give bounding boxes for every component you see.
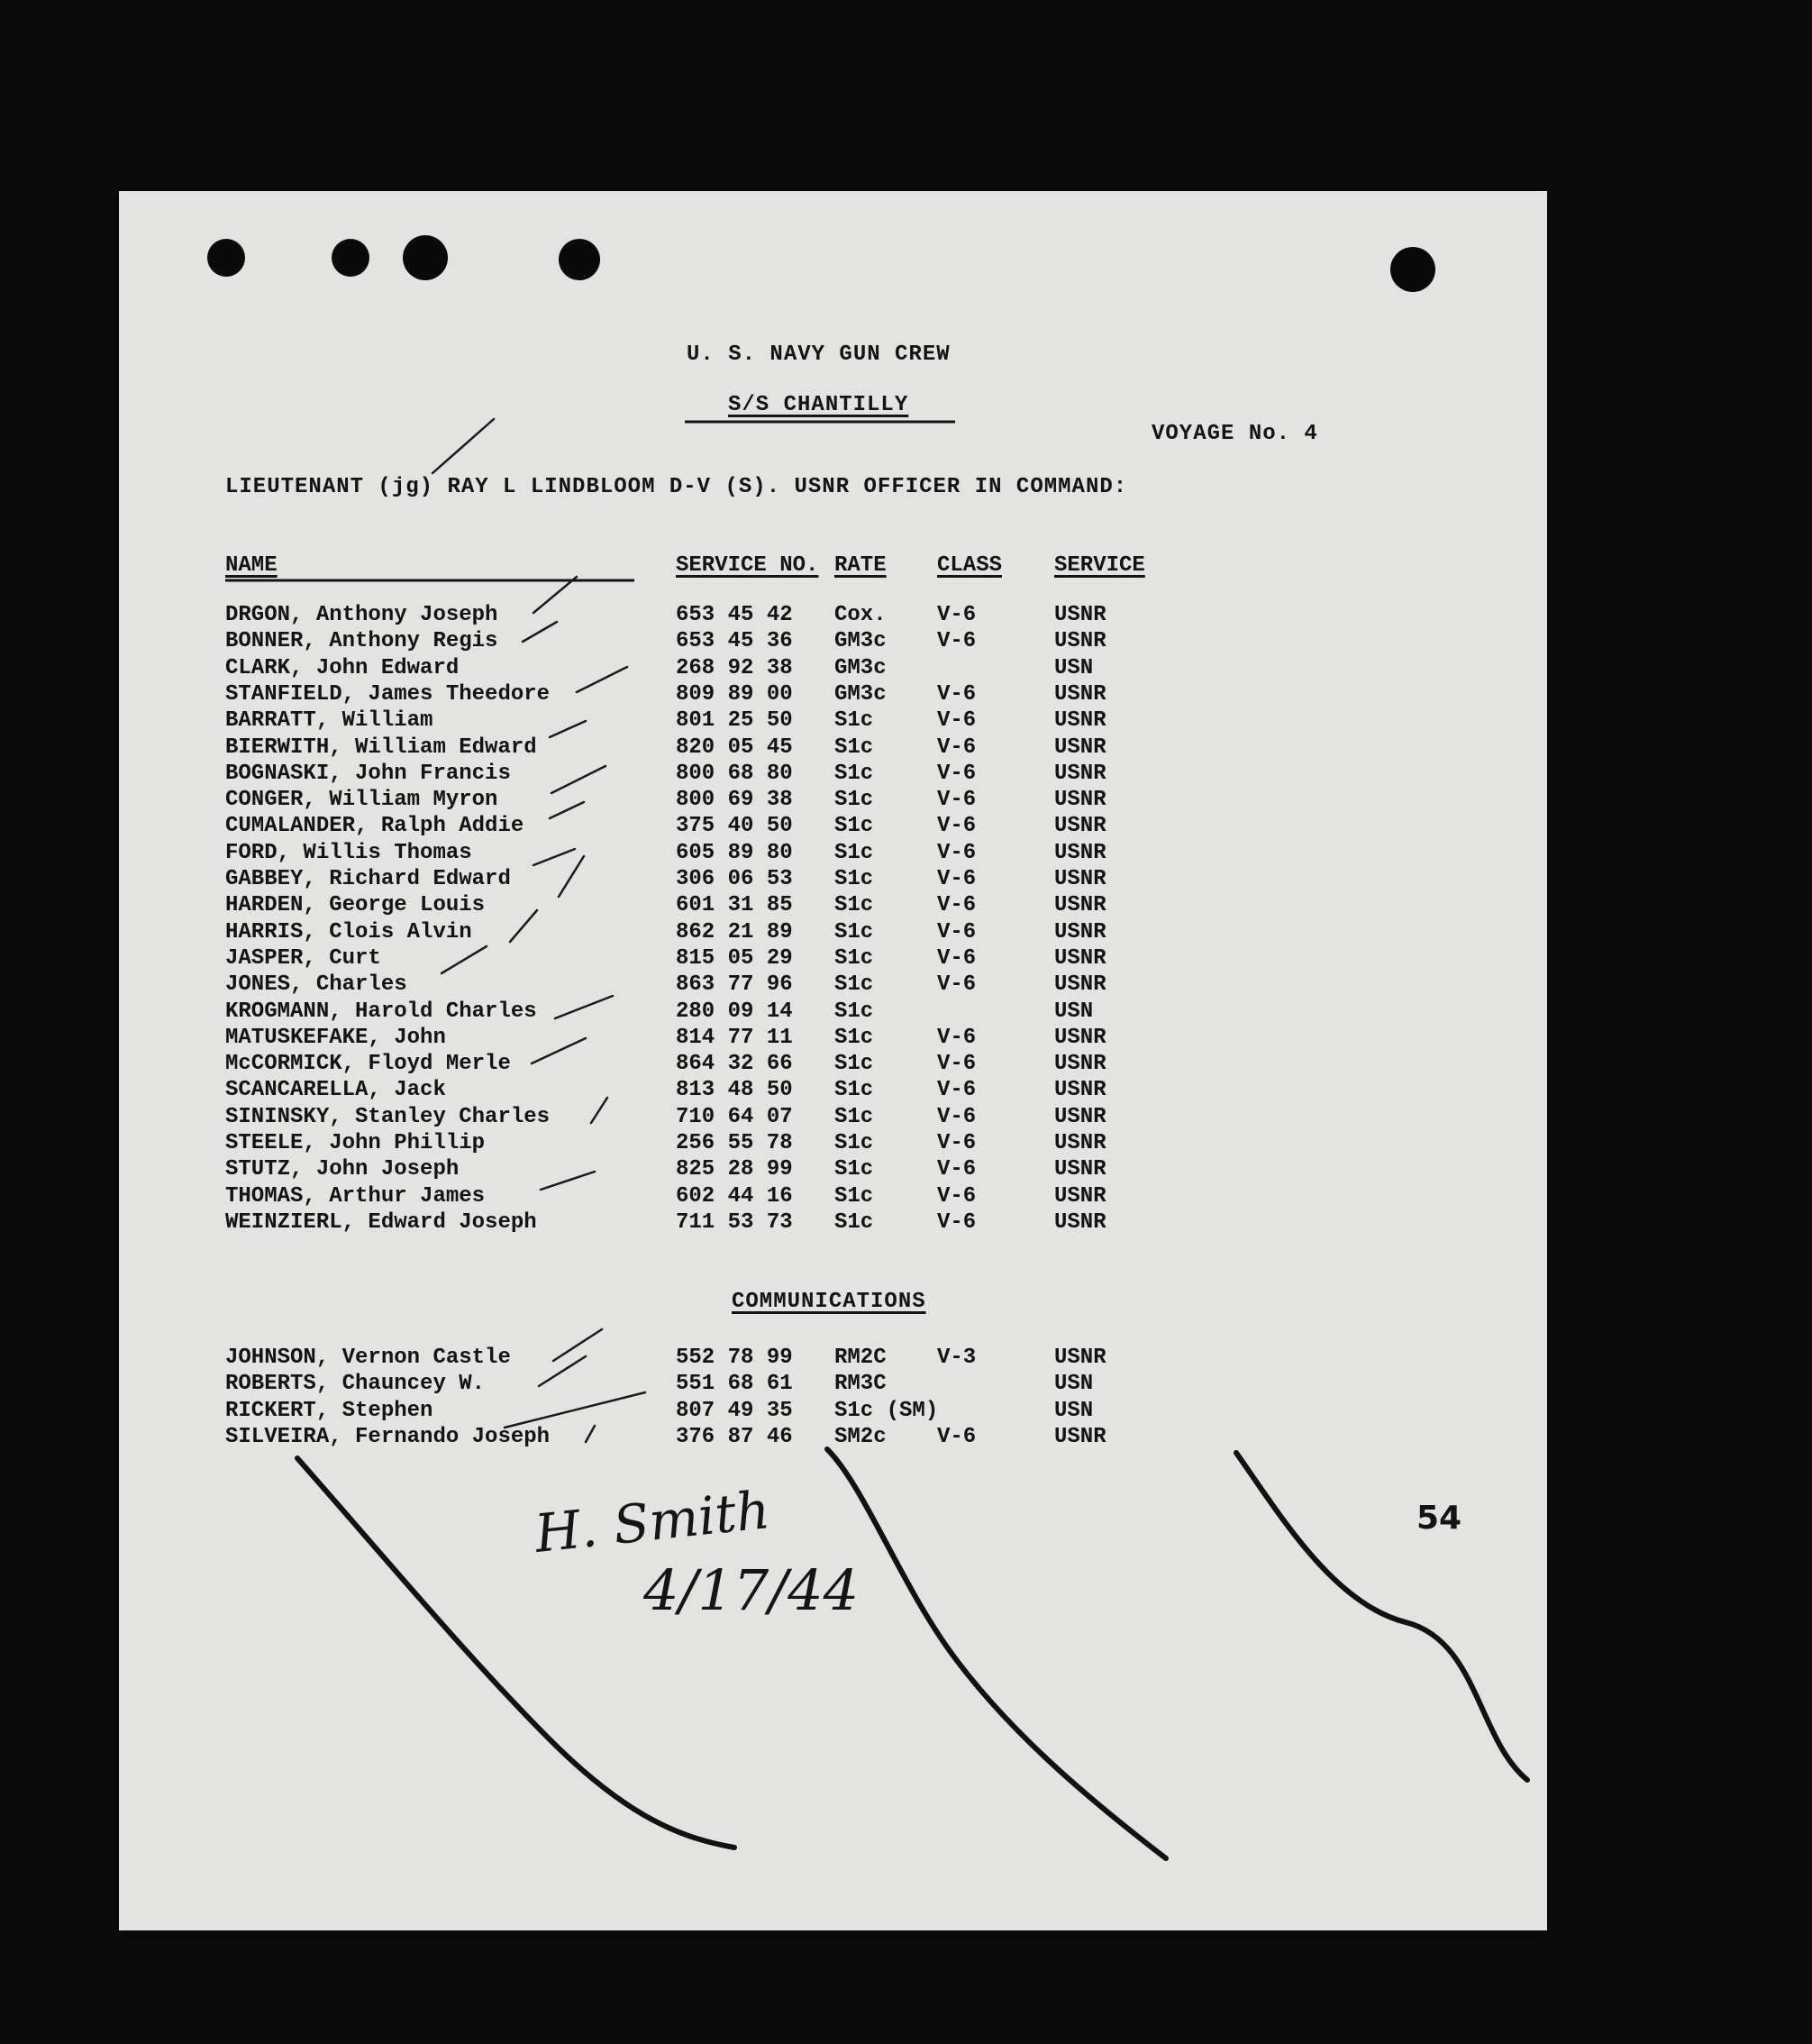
class: V-6: [937, 945, 977, 971]
service-branch: USNR: [1054, 1157, 1106, 1182]
crew-name: WEINZIERL, Edward Joseph: [225, 1209, 537, 1235]
service-number: 863 77 96: [676, 972, 793, 998]
table-row: [225, 1372, 1397, 1398]
rate: S1c: [834, 972, 874, 998]
class: V-6: [937, 893, 977, 918]
crew-name: RICKERT, Stephen: [225, 1398, 433, 1423]
punch-hole: [207, 239, 245, 277]
service-branch: USNR: [1054, 1424, 1106, 1449]
column-header-service-no: SERVICE NO.: [676, 553, 819, 578]
service-branch: USNR: [1054, 761, 1106, 786]
class: V-6: [937, 1209, 977, 1235]
crew-name: BARRATT, William: [225, 708, 433, 734]
punch-hole: [1390, 247, 1435, 292]
rate: S1c (SM): [834, 1398, 939, 1423]
service-number: 306 06 53: [676, 867, 793, 891]
rate: S1c: [834, 1131, 874, 1155]
service-branch: USNR: [1054, 1052, 1106, 1077]
table-row: [225, 893, 1397, 919]
service-branch: USN: [1054, 1372, 1094, 1397]
service-number: 280 09 14: [676, 999, 793, 1024]
service-branch: USN: [1054, 655, 1094, 680]
table-row: [225, 1026, 1397, 1052]
table-row: [225, 708, 1397, 735]
service-number: 807 49 35: [676, 1398, 793, 1423]
column-header-service: SERVICE: [1054, 553, 1145, 578]
service-branch: USNR: [1054, 945, 1106, 971]
crew-name: CUMALANDER, Ralph Addie: [225, 814, 524, 839]
table-row: [225, 629, 1397, 655]
service-branch: USNR: [1054, 1078, 1106, 1103]
rate: S1c: [834, 893, 874, 918]
service-branch: USNR: [1054, 867, 1106, 891]
crew-name: SILVEIRA, Fernando Joseph: [225, 1424, 551, 1449]
rate: SM2c: [834, 1424, 887, 1449]
service-number: 801 25 50: [676, 708, 793, 734]
table-row: [225, 1346, 1397, 1372]
table-row: [225, 1052, 1397, 1078]
service-number: 813 48 50: [676, 1078, 793, 1103]
service-number: 375 40 50: [676, 814, 793, 839]
rate: S1c: [834, 814, 874, 839]
crew-name: McCORMICK, Floyd Merle: [225, 1052, 511, 1077]
column-header-rate: RATE: [834, 553, 887, 578]
service-branch: USNR: [1054, 814, 1106, 839]
table-row: [225, 999, 1397, 1026]
table-row: [225, 972, 1397, 999]
service-number: 711 53 73: [676, 1209, 793, 1235]
service-branch: USNR: [1054, 1131, 1106, 1155]
service-branch: USNR: [1054, 840, 1106, 865]
service-branch: USNR: [1054, 972, 1106, 998]
table-row: [225, 1425, 1397, 1451]
rate: S1c: [834, 945, 874, 971]
service-branch: USNR: [1054, 788, 1106, 813]
crew-name: JASPER, Curt: [225, 945, 381, 971]
rate: RM2C: [834, 1346, 887, 1370]
table-row: [225, 946, 1397, 972]
table-row: [225, 867, 1397, 893]
service-branch: USN: [1054, 1398, 1094, 1423]
crew-name: BONNER, Anthony Regis: [225, 629, 498, 654]
crew-name: BOGNASKI, John Francis: [225, 761, 511, 786]
service-number: 862 21 89: [676, 919, 793, 944]
column-header-class: CLASS: [937, 553, 1003, 578]
rate: S1c: [834, 708, 874, 734]
rate: S1c: [834, 999, 874, 1024]
service-number: 268 92 38: [676, 655, 793, 680]
service-number: 376 87 46: [676, 1424, 793, 1449]
table-header-row: [225, 553, 1397, 579]
svg-text:4/17/44: 4/17/44: [643, 1557, 860, 1623]
punch-hole: [559, 239, 600, 280]
rate: S1c: [834, 735, 874, 760]
service-number: 653 45 42: [676, 603, 793, 627]
class: V-6: [937, 814, 977, 839]
service-number: 605 89 80: [676, 840, 793, 865]
class: V-6: [937, 919, 977, 944]
class: V-6: [937, 1424, 977, 1449]
table-row: [225, 1184, 1397, 1210]
voyage-number: VOYAGE No. 4: [1152, 422, 1318, 446]
class: V-6: [937, 735, 977, 760]
officer-in-command: LIEUTENANT (jg) RAY L LINDBLOOM D-V (S). USNR OFFICER IN COMMAND:: [225, 475, 1128, 499]
service-branch: USNR: [1054, 919, 1106, 944]
service-branch: USNR: [1054, 893, 1106, 918]
ship-name: S/S CHANTILLY: [728, 393, 909, 417]
crew-name: CLARK, John Edward: [225, 655, 460, 680]
table-row: [225, 735, 1397, 762]
rate: S1c: [834, 1078, 874, 1103]
communications-heading: COMMUNICATIONS: [732, 1290, 926, 1314]
class: V-6: [937, 629, 977, 654]
service-branch: USNR: [1054, 1183, 1106, 1209]
class: V-6: [937, 681, 977, 707]
column-header-name: NAME: [225, 553, 278, 578]
service-branch: USNR: [1054, 603, 1106, 627]
service-branch: USNR: [1054, 708, 1106, 734]
class: V-6: [937, 972, 977, 998]
service-number: 809 89 00: [676, 681, 793, 707]
service-number: 800 68 80: [676, 761, 793, 786]
crew-name: HARRIS, Clois Alvin: [225, 919, 472, 944]
table-row: [225, 1210, 1397, 1236]
table-row: [225, 762, 1397, 788]
service-number: 602 44 16: [676, 1183, 793, 1209]
service-branch: USNR: [1054, 735, 1106, 760]
rate: S1c: [834, 1209, 874, 1235]
crew-name: CONGER, William Myron: [225, 788, 498, 813]
rate: S1c: [834, 1104, 874, 1129]
crew-name: HARDEN, George Louis: [225, 893, 486, 918]
crew-name: FORD, Willis Thomas: [225, 840, 472, 865]
table-row: [225, 656, 1397, 682]
table-row: [225, 603, 1397, 629]
table-row: [225, 920, 1397, 946]
rate: S1c: [834, 761, 874, 786]
rate: GM3c: [834, 629, 887, 654]
crew-name: KROGMANN, Harold Charles: [225, 999, 537, 1024]
crew-name: STANFIELD, James Theedore: [225, 681, 551, 707]
svg-text:54: 54: [1416, 1500, 1462, 1537]
class: V-6: [937, 1183, 977, 1209]
rate: S1c: [834, 788, 874, 813]
rate: S1c: [834, 1157, 874, 1182]
rate: S1c: [834, 1183, 874, 1209]
class: V-6: [937, 867, 977, 891]
service-number: 820 05 45: [676, 735, 793, 760]
crew-name: DRGON, Anthony Joseph: [225, 603, 498, 627]
table-row: [225, 841, 1397, 867]
class: V-6: [937, 1078, 977, 1103]
service-number: 551 68 61: [676, 1372, 793, 1397]
service-number: 815 05 29: [676, 945, 793, 971]
rate: S1c: [834, 919, 874, 944]
rate: S1c: [834, 867, 874, 891]
service-number: 653 45 36: [676, 629, 793, 654]
crew-name: JONES, Charles: [225, 972, 407, 998]
class: V-6: [937, 1131, 977, 1155]
service-number: 256 55 78: [676, 1131, 793, 1155]
punch-hole: [403, 235, 448, 280]
rate: S1c: [834, 840, 874, 865]
table-row: [225, 1105, 1397, 1131]
table-row: [225, 1399, 1397, 1425]
service-number: 864 32 66: [676, 1052, 793, 1077]
crew-name: BIERWITH, William Edward: [225, 735, 537, 760]
crew-name: SCANCARELLA, Jack: [225, 1078, 446, 1103]
crew-name: ROBERTS, Chauncey W.: [225, 1372, 486, 1397]
service-number: 800 69 38: [676, 788, 793, 813]
svg-text:H. Smith: H. Smith: [532, 1478, 773, 1565]
crew-name: STUTZ, John Joseph: [225, 1157, 460, 1182]
service-branch: USNR: [1054, 1025, 1106, 1050]
rate: S1c: [834, 1052, 874, 1077]
document-title: U. S. NAVY GUN CREW: [687, 342, 951, 367]
class: V-6: [937, 1052, 977, 1077]
table-row: [225, 682, 1397, 708]
service-branch: USNR: [1054, 681, 1106, 707]
crew-name: STEELE, John Phillip: [225, 1131, 486, 1155]
crew-name: THOMAS, Arthur James: [225, 1183, 486, 1209]
service-number: 552 78 99: [676, 1346, 793, 1370]
service-number: 825 28 99: [676, 1157, 793, 1182]
class: V-3: [937, 1346, 977, 1370]
class: V-6: [937, 1157, 977, 1182]
service-branch: USNR: [1054, 1346, 1106, 1370]
table-row: [225, 788, 1397, 814]
service-number: 601 31 85: [676, 893, 793, 918]
table-row: [225, 1131, 1397, 1157]
crew-name: MATUSKEFAKE, John: [225, 1025, 446, 1050]
crew-name: JOHNSON, Vernon Castle: [225, 1346, 511, 1370]
crew-name: GABBEY, Richard Edward: [225, 867, 511, 891]
service-number: 814 77 11: [676, 1025, 793, 1050]
rate: GM3c: [834, 655, 887, 680]
class: V-6: [937, 708, 977, 734]
rate: S1c: [834, 1025, 874, 1050]
punch-hole: [332, 239, 369, 277]
class: V-6: [937, 1025, 977, 1050]
service-branch: USNR: [1054, 1209, 1106, 1235]
service-branch: USN: [1054, 999, 1094, 1024]
class: V-6: [937, 1104, 977, 1129]
class: V-6: [937, 788, 977, 813]
rate: Cox.: [834, 603, 887, 627]
service-branch: USNR: [1054, 1104, 1106, 1129]
table-row: [225, 1157, 1397, 1183]
service-number: 710 64 07: [676, 1104, 793, 1129]
table-row: [225, 814, 1397, 840]
class: V-6: [937, 840, 977, 865]
class: V-6: [937, 603, 977, 627]
rate: GM3c: [834, 681, 887, 707]
crew-name: SININSKY, Stanley Charles: [225, 1104, 551, 1129]
rate: RM3C: [834, 1372, 887, 1397]
table-row: [225, 1078, 1397, 1104]
service-branch: USNR: [1054, 629, 1106, 654]
class: V-6: [937, 761, 977, 786]
